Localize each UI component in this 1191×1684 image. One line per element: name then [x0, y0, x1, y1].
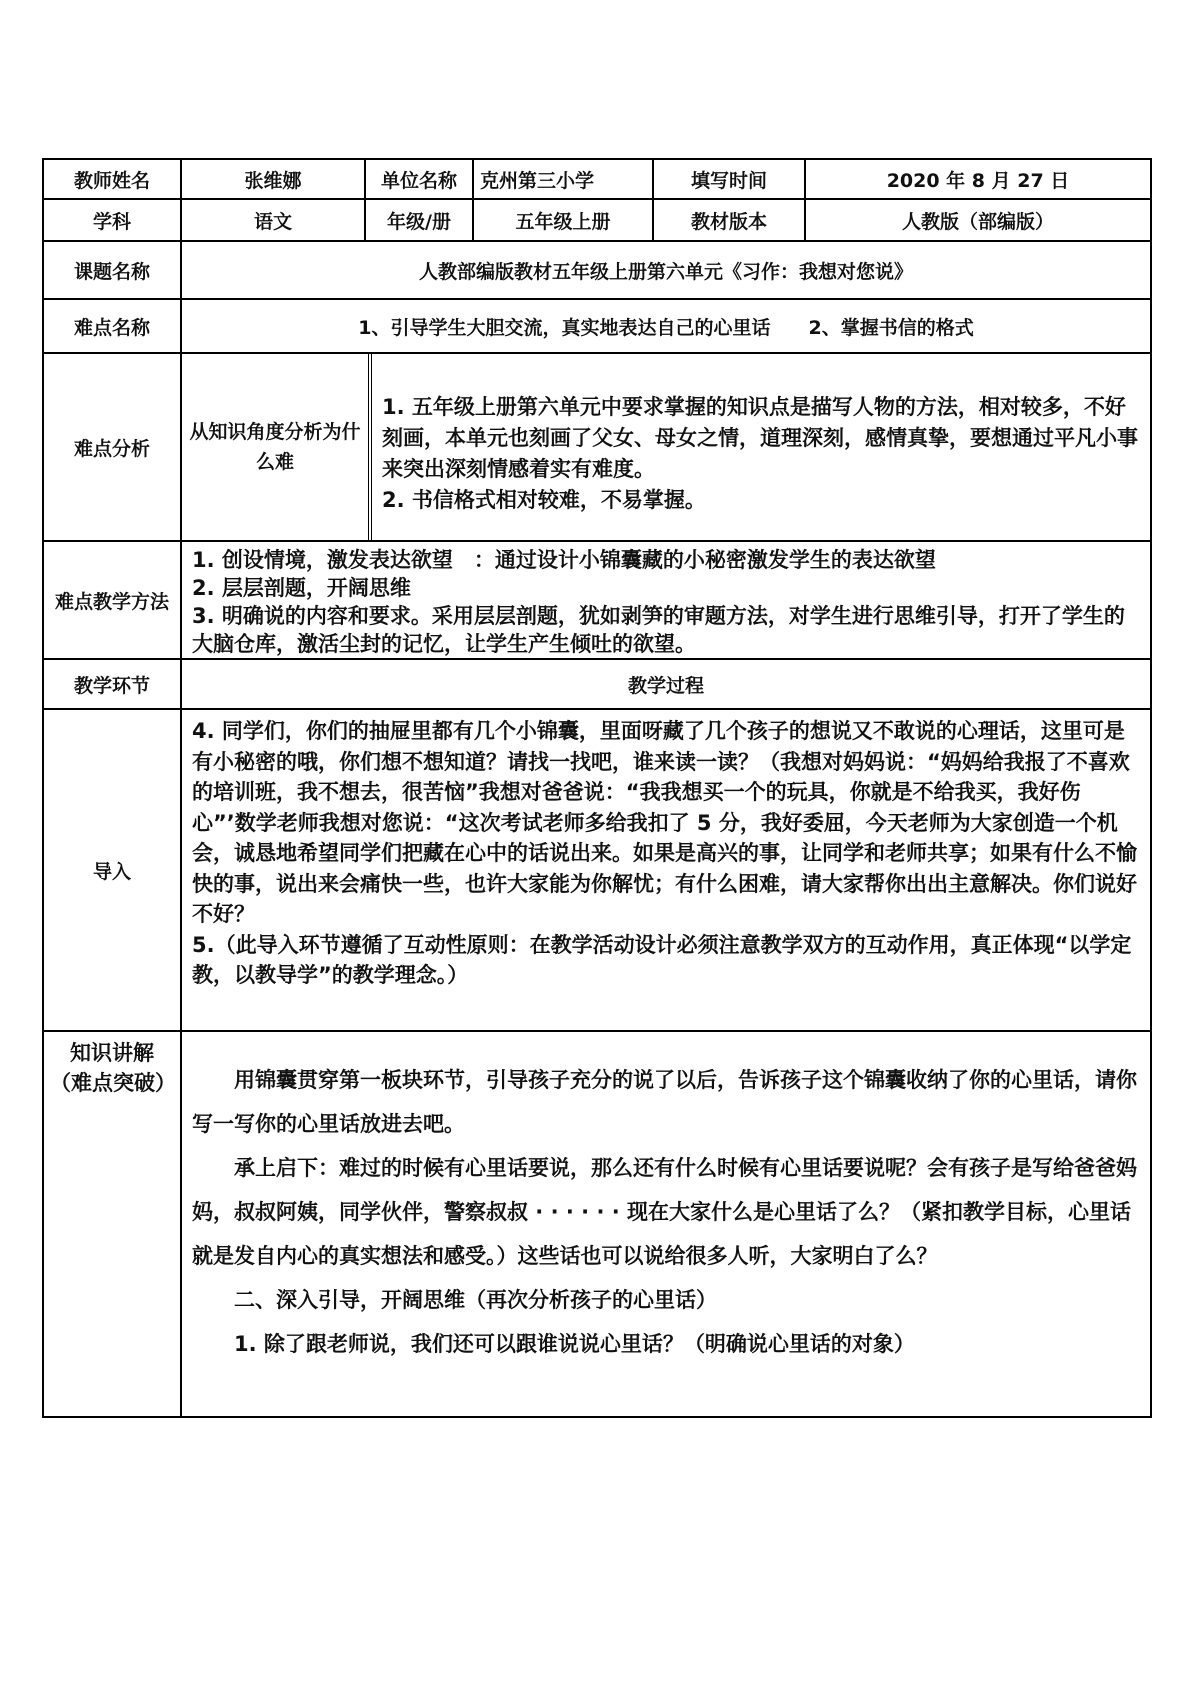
method-content [182, 542, 1150, 658]
time-value: 2020 年 8 月 27 日 [886, 169, 1070, 192]
knowledge-content [182, 1032, 1150, 1416]
analysis-content [372, 354, 1150, 540]
row-teacher-info [44, 160, 1150, 200]
row-method [44, 542, 1150, 660]
lesson-plan-table [42, 158, 1152, 1418]
row-intro [44, 710, 1150, 1032]
difficulty-value: 1、引导学生大胆交流，真实地表达自己的心里话 2、掌握书信的格式 [358, 316, 974, 339]
analysis-sublabel: 从知识角度分析为什么难 [182, 354, 372, 540]
method-line-1: 1. 创设情境，激发表达欲望 ：通过设计小锦囊藏的小秘密激发学生的表达欲望 [192, 548, 936, 572]
intro-paragraph-1: 4. 同学们，你们的抽屉里都有几个小锦囊，里面呀藏了几个孩子的想说又不敢说的心理话，这里可是有小秘密的哦，你们想不想知道？请找一找吧，谁来读一读？（我想对妈妈说：“妈妈给我报了不喜欢的培训班，我不想去，很苦恼”我想对爸爸说：“我我想买一个的玩具，你就是不给我买，我好伤心”’数学老师我想对您说：“这次考试老师多给我扣了 5 分，我好委屈，今天老师为大家创造一个机会，诚恳地希望同学们把藏在心中的话说出来。如果是高兴的事，让同学和老师共享；如果有什么不愉快的事，说出来会痛快一些，也许大家能为你解忧；有什么困难，请大家帮你出出主意解决。你们说好不好？ [192, 719, 1137, 926]
grade-value: 五年级上册 [474, 200, 654, 240]
teacher-label: 教师姓名 [44, 160, 182, 198]
difficulty-label: 难点名称 [44, 300, 182, 352]
topic-label: 课题名称 [44, 242, 182, 298]
method-label: 难点教学方法 [44, 542, 182, 658]
method-line-2: 2. 层层剖题，开阔思维 [192, 576, 411, 600]
intro-paragraph-2: 5.（此导入环节遵循了互动性原则：在教学活动设计必须注意教学双方的互动作用，真正体现“以学定教，以教导学”的教学理念。） [192, 932, 1132, 987]
row-process-header [44, 660, 1150, 710]
process-label: 教学过程 [627, 674, 704, 697]
subject-value: 语文 [182, 200, 366, 240]
time-label: 填写时间 [654, 160, 806, 198]
row-analysis [44, 354, 1150, 542]
row-subject-info [44, 200, 1150, 242]
grade-label: 年级/册 [366, 200, 474, 240]
subject-label: 学科 [44, 200, 182, 240]
row-topic [44, 242, 1150, 300]
intro-label: 导入 [44, 710, 182, 1030]
analysis-label: 难点分析 [44, 354, 182, 540]
analysis-line-2: 2. 书信格式相对较难，不易掌握。 [382, 488, 706, 512]
process-step-label: 教学环节 [44, 660, 182, 708]
topic-value: 人教部编版教材五年级上册第六单元《习作：我想对您说》 [418, 260, 913, 283]
unit-name: 克州第三小学 [474, 160, 654, 198]
knowledge-paragraph-2: 承上启下：难过的时候有心里话要说，那么还有什么时候有心里话要说呢？会有孩子是写给爸爸妈妈，叔叔阿姨，同学伙伴，警察叔叔 · · · · · · 现在大家什么是心里话了么？（紧扣教学目标，心里话就是发自内心的真实想法和感受。）这些话也可以说给很多人听，大家明白了么？ [192, 1156, 1137, 1268]
unit-label: 单位名称 [366, 160, 474, 198]
row-knowledge [44, 1032, 1150, 1416]
method-line-3: 3. 明确说的内容和要求。采用层层剖题，犹如剥笋的审题方法，对学生进行思维引导，打开了学生的大脑仓库，激活尘封的记忆，让学生产生倾吐的欲望。 [192, 604, 1125, 656]
knowledge-paragraph-3: 二、深入引导，开阔思维（再次分析孩子的心里话） [234, 1288, 717, 1312]
knowledge-label: 知识讲解（难点突破） [44, 1032, 182, 1416]
knowledge-paragraph-4: 1. 除了跟老师说，我们还可以跟谁说说心里话？（明确说心里话的对象） [234, 1332, 915, 1356]
knowledge-paragraph-1: 用锦囊贯穿第一板块环节，引导孩子充分的说了以后，告诉孩子这个锦囊收纳了你的心里话，请你写一写你的心里话放进去吧。 [192, 1068, 1137, 1136]
row-difficulty [44, 300, 1150, 354]
intro-content [182, 710, 1150, 1030]
edition-value: 人教版（部编版） [901, 210, 1054, 233]
teacher-name: 张维娜 [182, 160, 366, 198]
analysis-line-1: 1. 五年级上册第六单元中要求掌握的知识点是描写人物的方法，相对较多，不好刻画，本单元也刻画了父女、母女之情，道理深刻，感情真挚，要想通过平凡小事来突出深刻情感着实有难度。 [382, 395, 1138, 481]
edition-label: 教材版本 [654, 200, 806, 240]
